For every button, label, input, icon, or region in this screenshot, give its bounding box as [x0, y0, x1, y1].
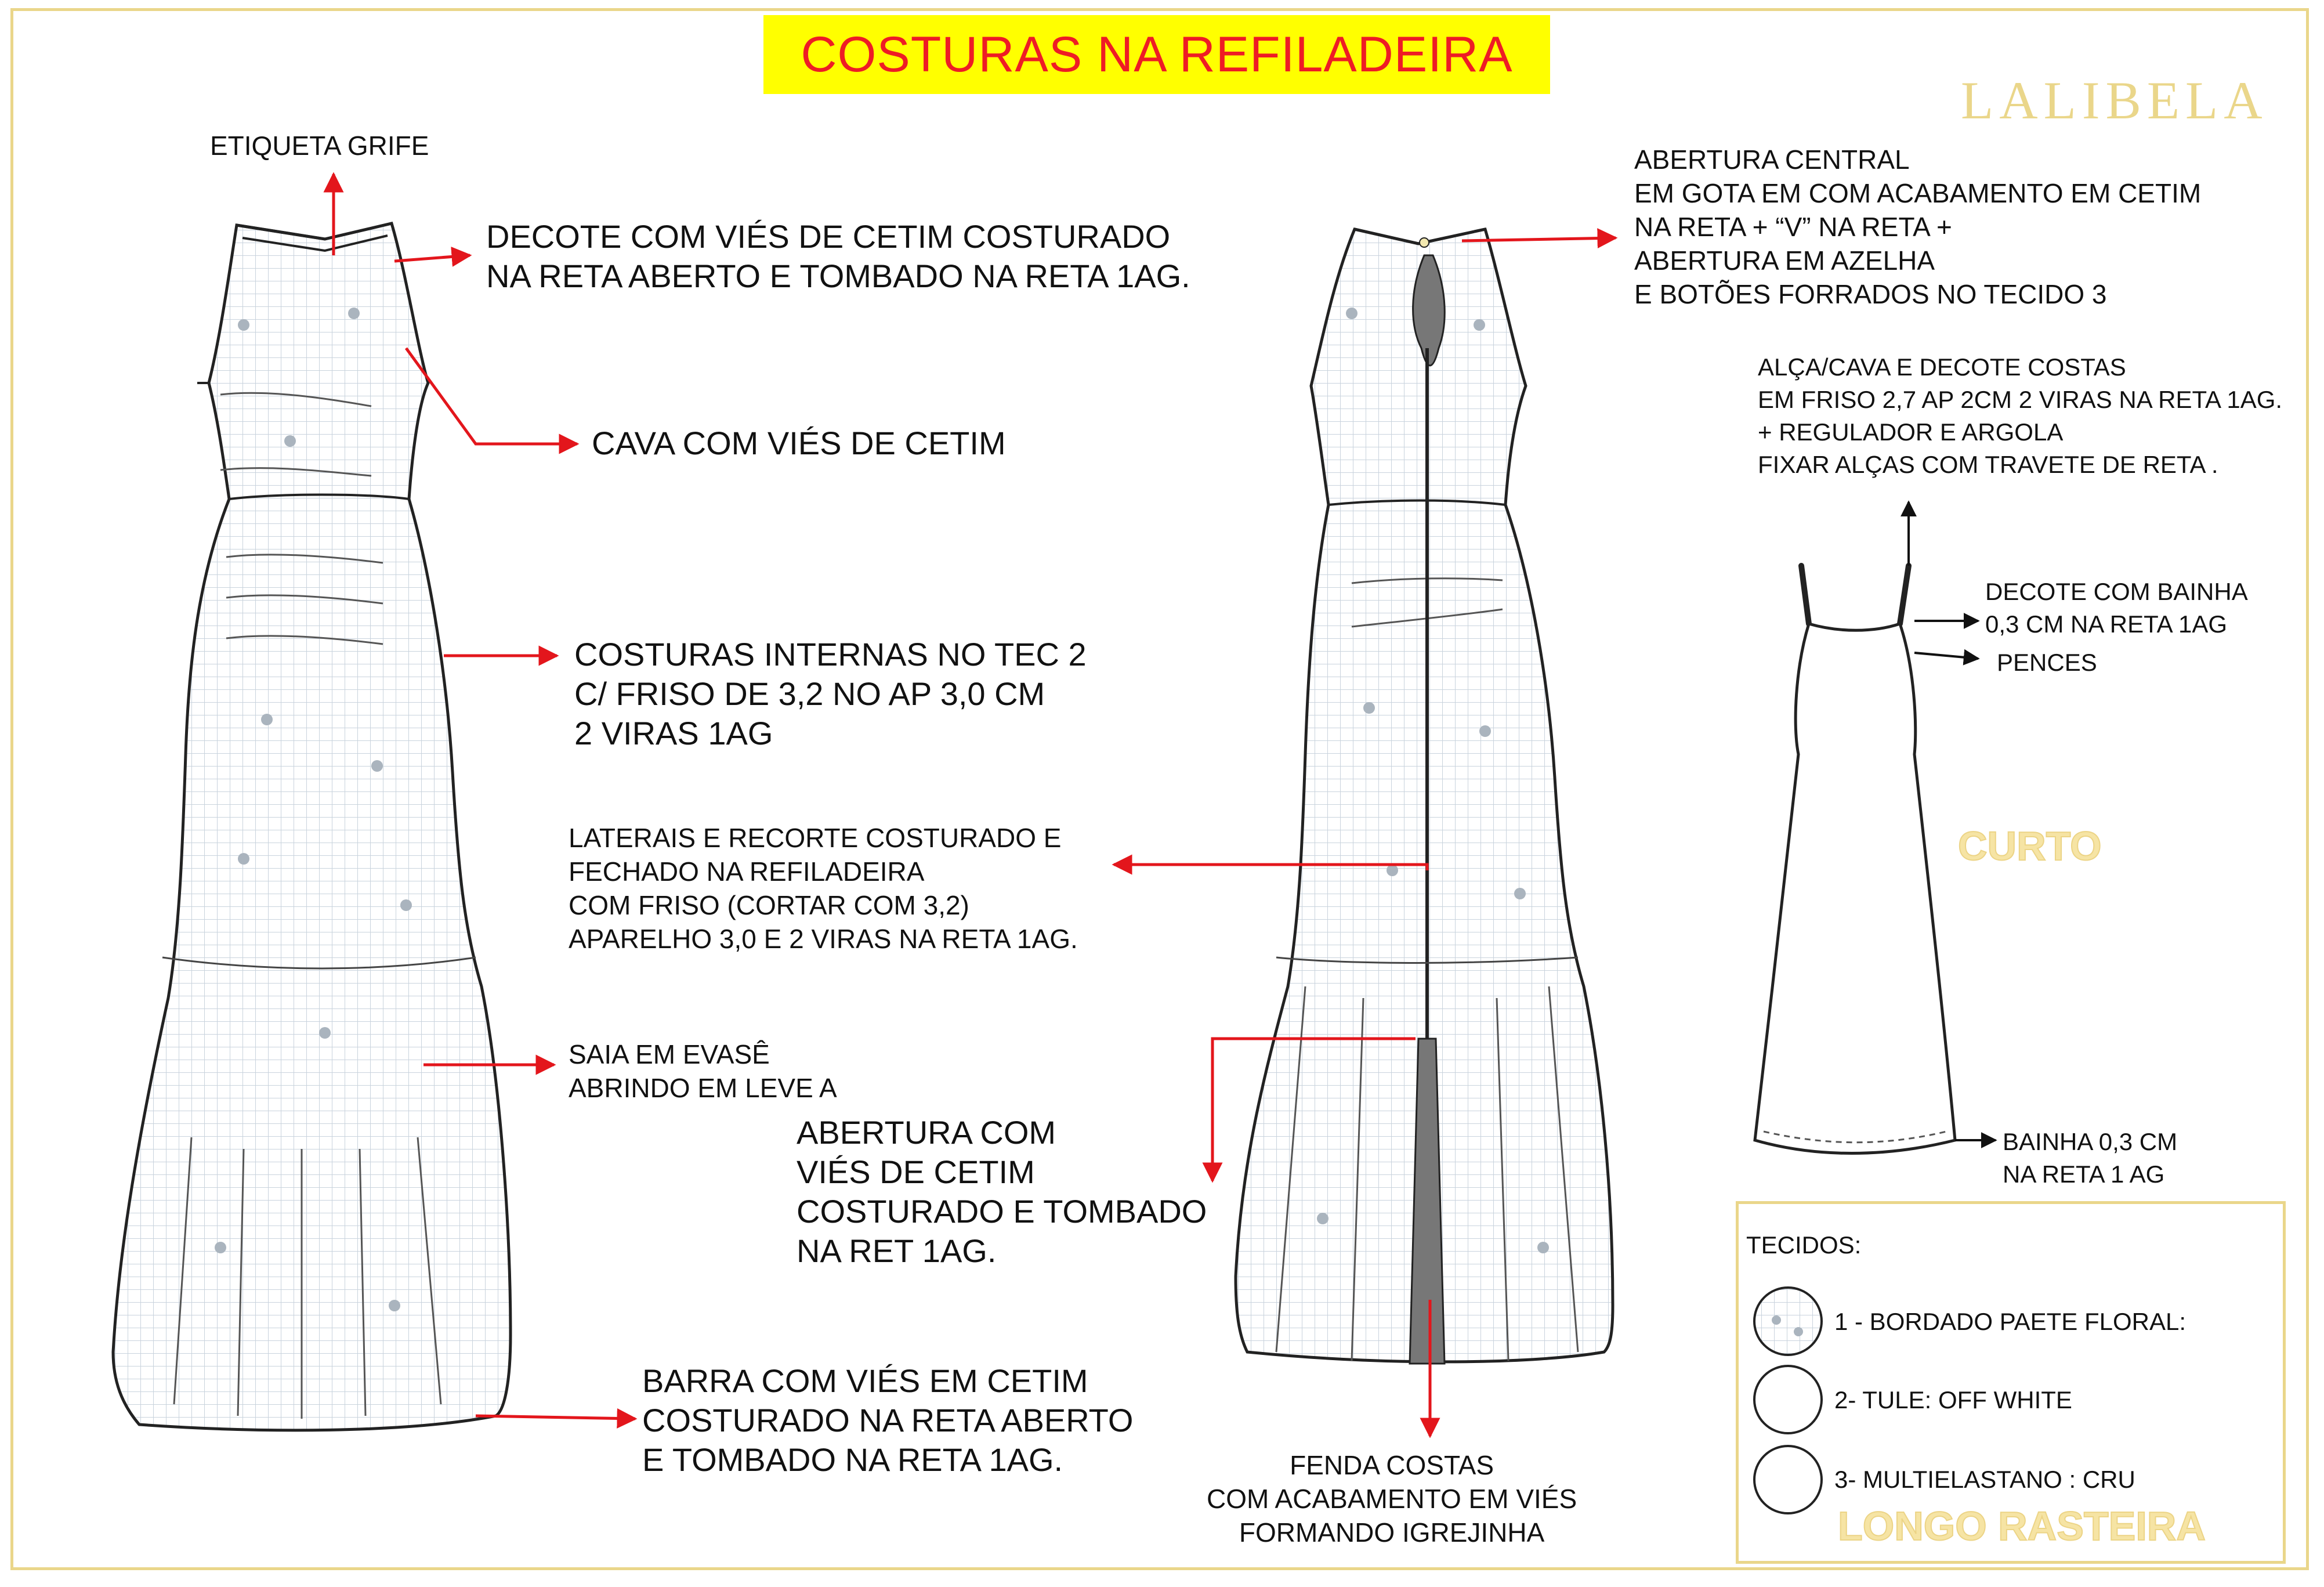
label-laterais: LATERAIS E RECORTE COSTURADO E FECHADO NA REFILADEIRA COM FRISO (CORTAR COM 3,2) APARELHO 3,0 E 2 VIRAS NA RETA 1AG. — [569, 823, 1078, 954]
label-cava: CAVA COM VIÉS DE CETIM — [592, 425, 1006, 461]
back-dress-drawing — [1236, 229, 1613, 1364]
label-bainha: BAINHA 0,3 CM NA RETA 1 AG — [2003, 1128, 2178, 1188]
label-etiqueta: ETIQUETA GRIFE — [210, 131, 429, 161]
label-curto: CURTO — [1958, 823, 2102, 869]
label-pences: PENCES — [1997, 649, 2097, 676]
label-abertura-vies: ABERTURA COM VIÉS DE CETIM COSTURADO E TOMBADO NA RET 1AG. — [797, 1114, 1207, 1269]
legend-heading: TECIDOS: — [1746, 1231, 1862, 1259]
front-dress-drawing — [113, 223, 511, 1430]
label-decote: DECOTE COM VIÉS DE CETIM COSTURADO NA RETA ABERTO E TOMBADO NA RETA 1AG. — [486, 218, 1190, 294]
legend-item-3: 3- MULTIELASTANO : CRU — [1834, 1466, 2135, 1493]
label-costuras-internas: COSTURAS INTERNAS NO TEC 2 C/ FRISO DE 3,2 NO AP 3,0 CM 2 VIRAS 1AG — [574, 636, 1087, 751]
label-abertura-central: ABERTURA CENTRAL EM GOTA EM COM ACABAMENTO EM CETIM NA RETA + “V” NA RETA + ABERTURA EM AZELHA E BOTÕES FORRADOS NO TECIDO 3 — [1634, 144, 2202, 309]
page-title: COSTURAS NA REFILADEIRA — [801, 26, 1513, 82]
legend-item-1: 1 - BORDADO PAETE FLORAL: — [1834, 1308, 2187, 1335]
label-decote-bainha: DECOTE COM BAINHA 0,3 CM NA RETA 1AG — [1985, 578, 2248, 638]
brand-logo-text: LALIBELA — [1961, 71, 2268, 130]
label-saia: SAIA EM EVASÊ ABRINDO EM LEVE A — [569, 1039, 837, 1103]
label-alca: ALÇA/CAVA E DECOTE COSTAS EM FRISO 2,7 AP 2CM 2 VIRAS NA RETA 1AG. + REGULADOR E ARGOLA FIXAR ALÇAS COM TRAVETE DE RETA . — [1758, 353, 2283, 478]
label-fenda: FENDA COSTAS COM ACABAMENTO EM VIÉS FORMANDO IGREJINHA — [1207, 1450, 1577, 1548]
label-barra: BARRA COM VIÉS EM CETIM COSTURADO NA RETA ABERTO E TOMBADO NA RETA 1AG. — [642, 1362, 1134, 1478]
legend-footer: LONGO RASTEIRA — [1838, 1503, 2206, 1549]
legend-item-2: 2- TULE: OFF WHITE — [1834, 1386, 2072, 1414]
